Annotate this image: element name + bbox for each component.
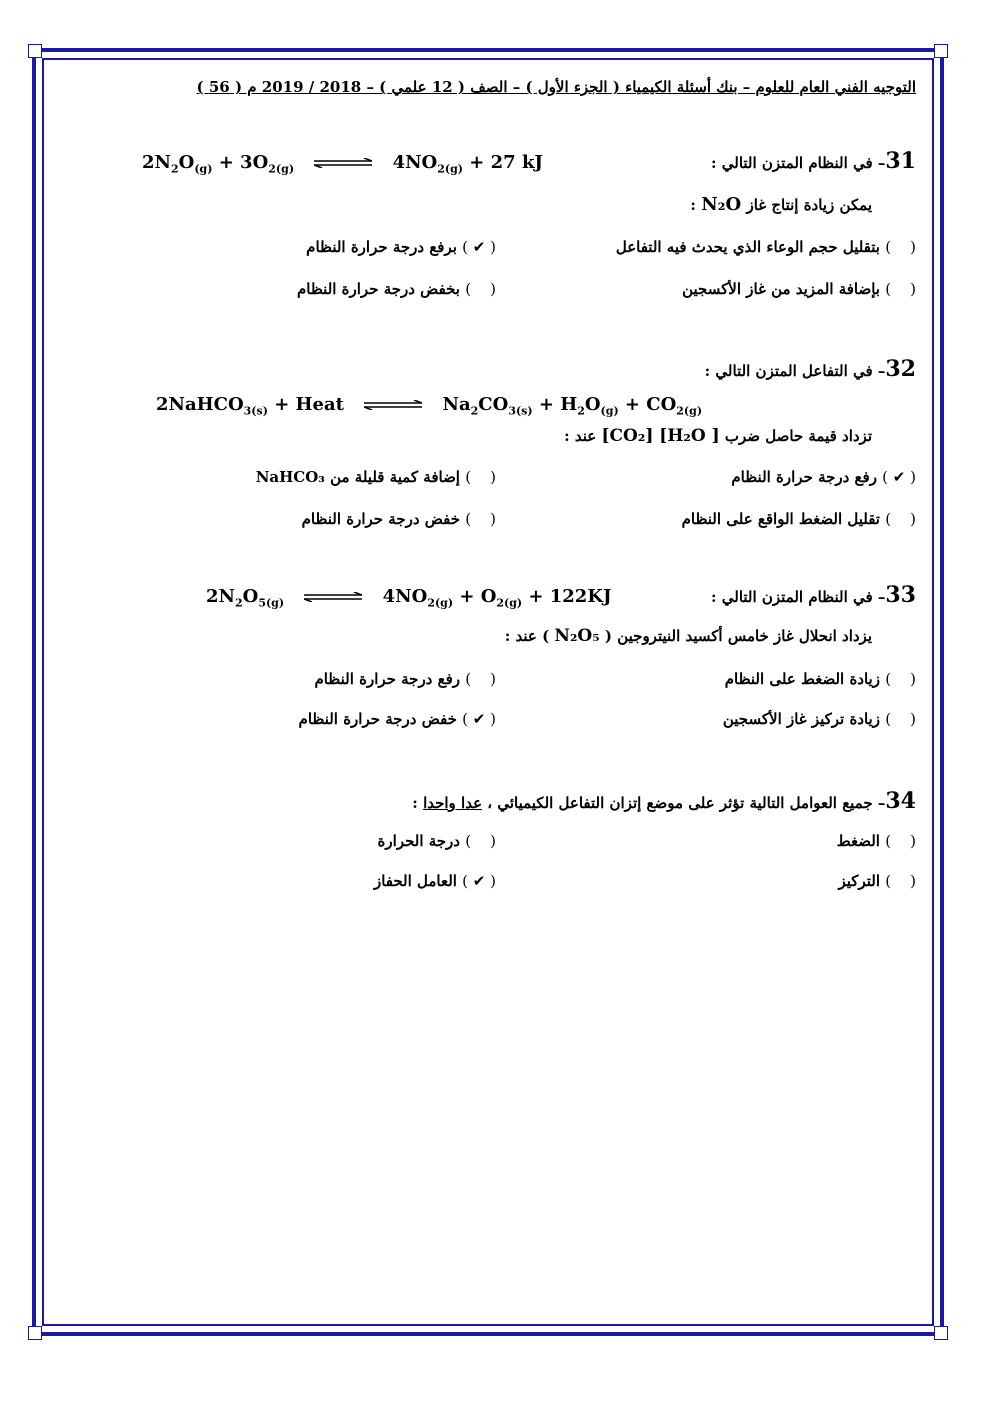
worksheet-page — [60, 70, 916, 1300]
question-32-subprompt: تزداد قيمة حاصل ضرب [ H₂O] [CO₂] عند : — [564, 426, 872, 446]
equilibrium-arrow-icon — [314, 158, 372, 168]
option-34-b[interactable]: ( ) درجة الحرارة — [377, 832, 496, 850]
question-32-equation: 2NaHCO$_{3(s)}$ + Heat $Na_2CO_{3(s)} + H_2O_{(g)} + CO_{2(g)}$ — [156, 394, 703, 418]
question-34-lead: 34– جميع العوامل التالية تؤثر على موضع إتزان التفاعل الكيميائي ، عدا واحدا : — [412, 788, 916, 814]
equilibrium-arrow-icon — [304, 592, 362, 602]
option-34-c[interactable]: ( ) التركيز — [838, 872, 916, 890]
option-34-a[interactable]: ( ) الضغط — [836, 832, 916, 850]
question-33-equation: $2N_2O_{5(g)}$ $4NO_{2(g)} + O_{2(g)} + 122KJ$ — [206, 586, 612, 610]
option-32-c[interactable]: ( ) تقليل الضغط الواقع على النظام — [681, 510, 916, 528]
equilibrium-arrow-icon — [364, 400, 422, 410]
option-32-d[interactable]: ( ) خفض درجة حرارة النظام — [301, 510, 496, 528]
option-32-a[interactable]: ( ✔ ) رفع درجة حرارة النظام — [731, 468, 916, 486]
option-31-a[interactable]: ( ) بتقليل حجم الوعاء الذي يحدث فيه التفاعل — [615, 238, 916, 256]
option-31-c[interactable]: ( ) بإضافة المزيد من غاز الأكسجين — [682, 280, 916, 298]
option-33-b[interactable]: ( ) رفع درجة حرارة النظام — [314, 670, 496, 688]
option-33-d[interactable]: ( ✔ ) خفض درجة حرارة النظام — [298, 710, 496, 728]
option-33-c[interactable]: ( ) زيادة تركيز غاز الأكسجين — [722, 710, 916, 728]
question-33-lead: 33– في النظام المتزن التالي : — [710, 582, 916, 608]
option-34-d[interactable]: ( ✔ ) العامل الحفاز — [373, 872, 496, 890]
question-33-subprompt: يزداد انحلال غاز خامس أكسيد النيتروجين ( N₂O₅ ) عند : — [504, 626, 872, 646]
question-32-lead: 32– في التفاعل المتزن التالي : — [704, 356, 916, 382]
corner-ornament — [28, 1326, 42, 1340]
page-header: التوجيه الفني العام للعلوم – بنك أسئلة الكيمياء ( الجزء الأول ) – الصف ( 12 علمي ) – 2018 / 2019 م ( 56 ) — [196, 78, 916, 96]
corner-ornament — [934, 44, 948, 58]
option-32-b[interactable]: ( ) إضافة كمية قليلة من NaHCO₃ — [255, 468, 496, 486]
question-31-lead: 31– في النظام المتزن التالي : — [710, 148, 916, 174]
option-31-b[interactable]: ( ✔ ) برفع درجة حرارة النظام — [306, 238, 496, 256]
corner-ornament — [28, 44, 42, 58]
question-31-equation: $2N_2O_{(g)} + 3O_{2(g)}$ $4NO_{2(g)} + 27$ kJ — [142, 152, 543, 176]
option-33-a[interactable]: ( ) زيادة الضغط على النظام — [724, 670, 916, 688]
corner-ornament — [934, 1326, 948, 1340]
option-31-d[interactable]: ( ) بخفض درجة حرارة النظام — [297, 280, 496, 298]
except-one-underlined: عدا واحدا — [423, 794, 483, 812]
question-31-subprompt: يمكن زيادة إنتاج غاز N₂O : — [690, 194, 872, 215]
